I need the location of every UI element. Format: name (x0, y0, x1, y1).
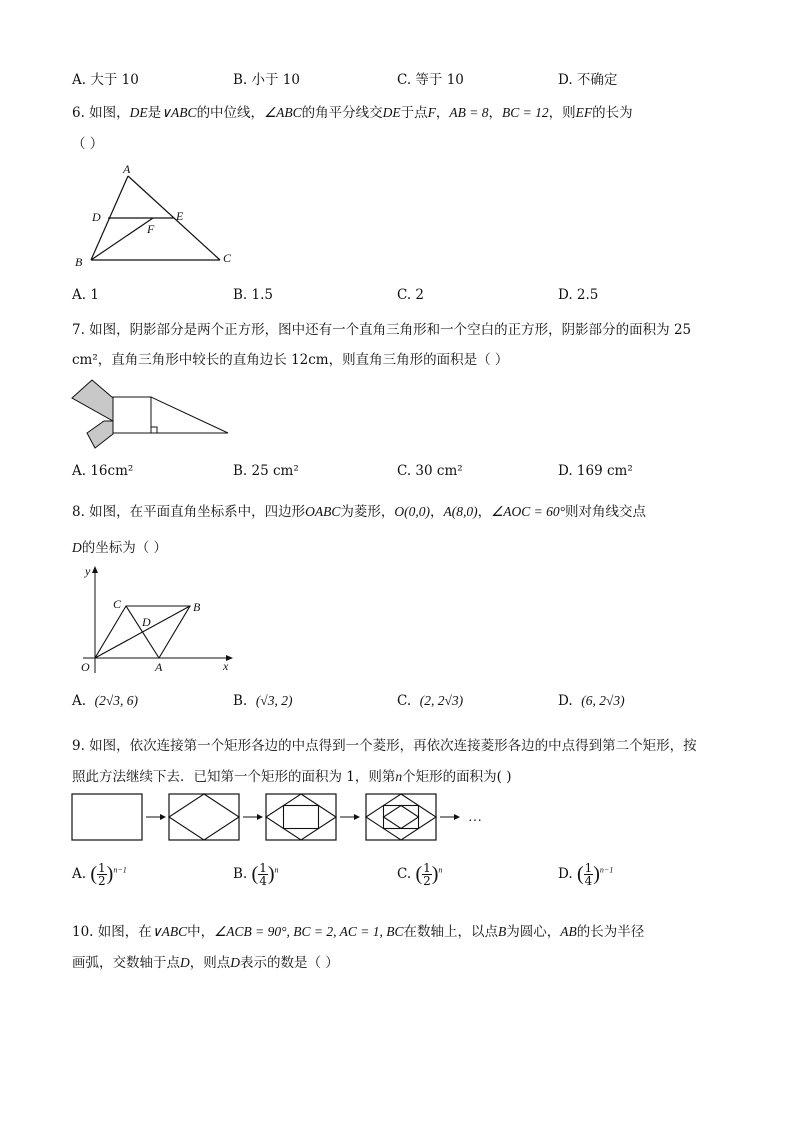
q10-question-line1: 10. 如图，在∨ABC中，∠ACB = 90°, BC = 2, AC = 1, BC在数轴上，以点B为圆心，AB的长为半径 (72, 924, 645, 940)
q6-label-b: B (75, 255, 83, 269)
q6-triangle-figure (70, 162, 240, 272)
q6-option-d: D. 2.5 (558, 287, 599, 303)
q8-option-a: A. (2√3, 6) (72, 693, 139, 709)
q9-option-b: B. ( $\frac{1}{4}$ )$^n$ (233, 861, 279, 888)
q6-option-c: C. 2 (397, 287, 425, 303)
q5-option-d: D. 不确定 (558, 72, 618, 88)
q6-label-c: C (223, 251, 232, 265)
q9-rectangle-sequence (70, 792, 500, 844)
q7-option-c: C. 30 cm² (397, 463, 463, 479)
q10-question-line2: 画弧，交数轴于点D，则点D表示的数是（ ） (72, 955, 339, 971)
q6-label-d: D (92, 210, 101, 224)
q9-question-line2: 照此方法继续下去．已知第一个矩形的面积为 1，则第n个矩形的面积为( ) (72, 769, 512, 785)
q7-option-a: A. 16cm² (72, 463, 134, 479)
q5-option-a: A. 大于 10 (72, 72, 139, 88)
q8-label-b: B (193, 600, 201, 614)
q8-label-a: A (155, 660, 163, 674)
q9-option-a: A. ( $\frac{1}{2}$ )$^{n-1}$ (72, 861, 127, 888)
q6-label-e: E (176, 209, 184, 223)
q9-option-c: C. ( $\frac{1}{2}$ )$^n$ (397, 861, 443, 888)
q8-option-d: D. (6, 2√3) (558, 693, 625, 709)
q6-label-a: A (123, 162, 131, 176)
q6-option-a: A. 1 (72, 287, 99, 303)
q8-question-line2: D的坐标为（ ） (72, 540, 168, 556)
q6-question: 6. 如图，DE是∨ABC的中位线，∠ABC的角平分线交DE于点F，AB = 8，BC = 12，则EF的长为 (72, 105, 633, 121)
q7-option-b: B. 25 cm² (233, 463, 299, 479)
q8-option-b: B. (√3, 2) (233, 693, 293, 709)
q8-label-o: O (81, 660, 90, 674)
q8-label-c: C (113, 597, 122, 611)
q5-option-b: B. 小于 10 (233, 72, 300, 88)
q8-coordinate-figure (75, 565, 240, 677)
q9-option-d: D. ( $\frac{1}{4}$ )$^{n-1}$ (558, 861, 614, 888)
q9-question-line1: 9. 如图，依次连接第一个矩形各边的中点得到一个菱形，再依次连接菱形各边的中点得到第二个矩形，按 (72, 738, 697, 754)
q8-label-x: x (223, 659, 229, 673)
q6-answer-paren: （ ） (72, 136, 104, 152)
q7-squares-figure (70, 378, 235, 453)
q8-option-c: C. (2, 2√3) (397, 693, 464, 709)
q7-question-line2: cm²，直角三角形中较长的直角边长 12cm，则直角三角形的面积是（ ） (72, 352, 509, 368)
q7-question-line1: 7. 如图，阴影部分是两个正方形，图中还有一个直角三角形和一个空白的正方形，阴影部分的面积为 25 (72, 322, 692, 338)
q6-label-f: F (147, 222, 155, 236)
q8-label-d: D (142, 615, 151, 629)
q5-option-c: C. 等于 10 (397, 72, 464, 88)
q7-option-d: D. 169 cm² (558, 463, 633, 479)
q9-ellipsis: … (468, 810, 482, 825)
q8-question-line1: 8. 如图，在平面直角坐标系中，四边形OABC为菱形，O(0,0)，A(8,0)，∠AOC = 60°则对角线交点 (72, 504, 647, 520)
q8-label-y: y (85, 564, 91, 578)
q6-option-b: B. 1.5 (233, 287, 273, 303)
